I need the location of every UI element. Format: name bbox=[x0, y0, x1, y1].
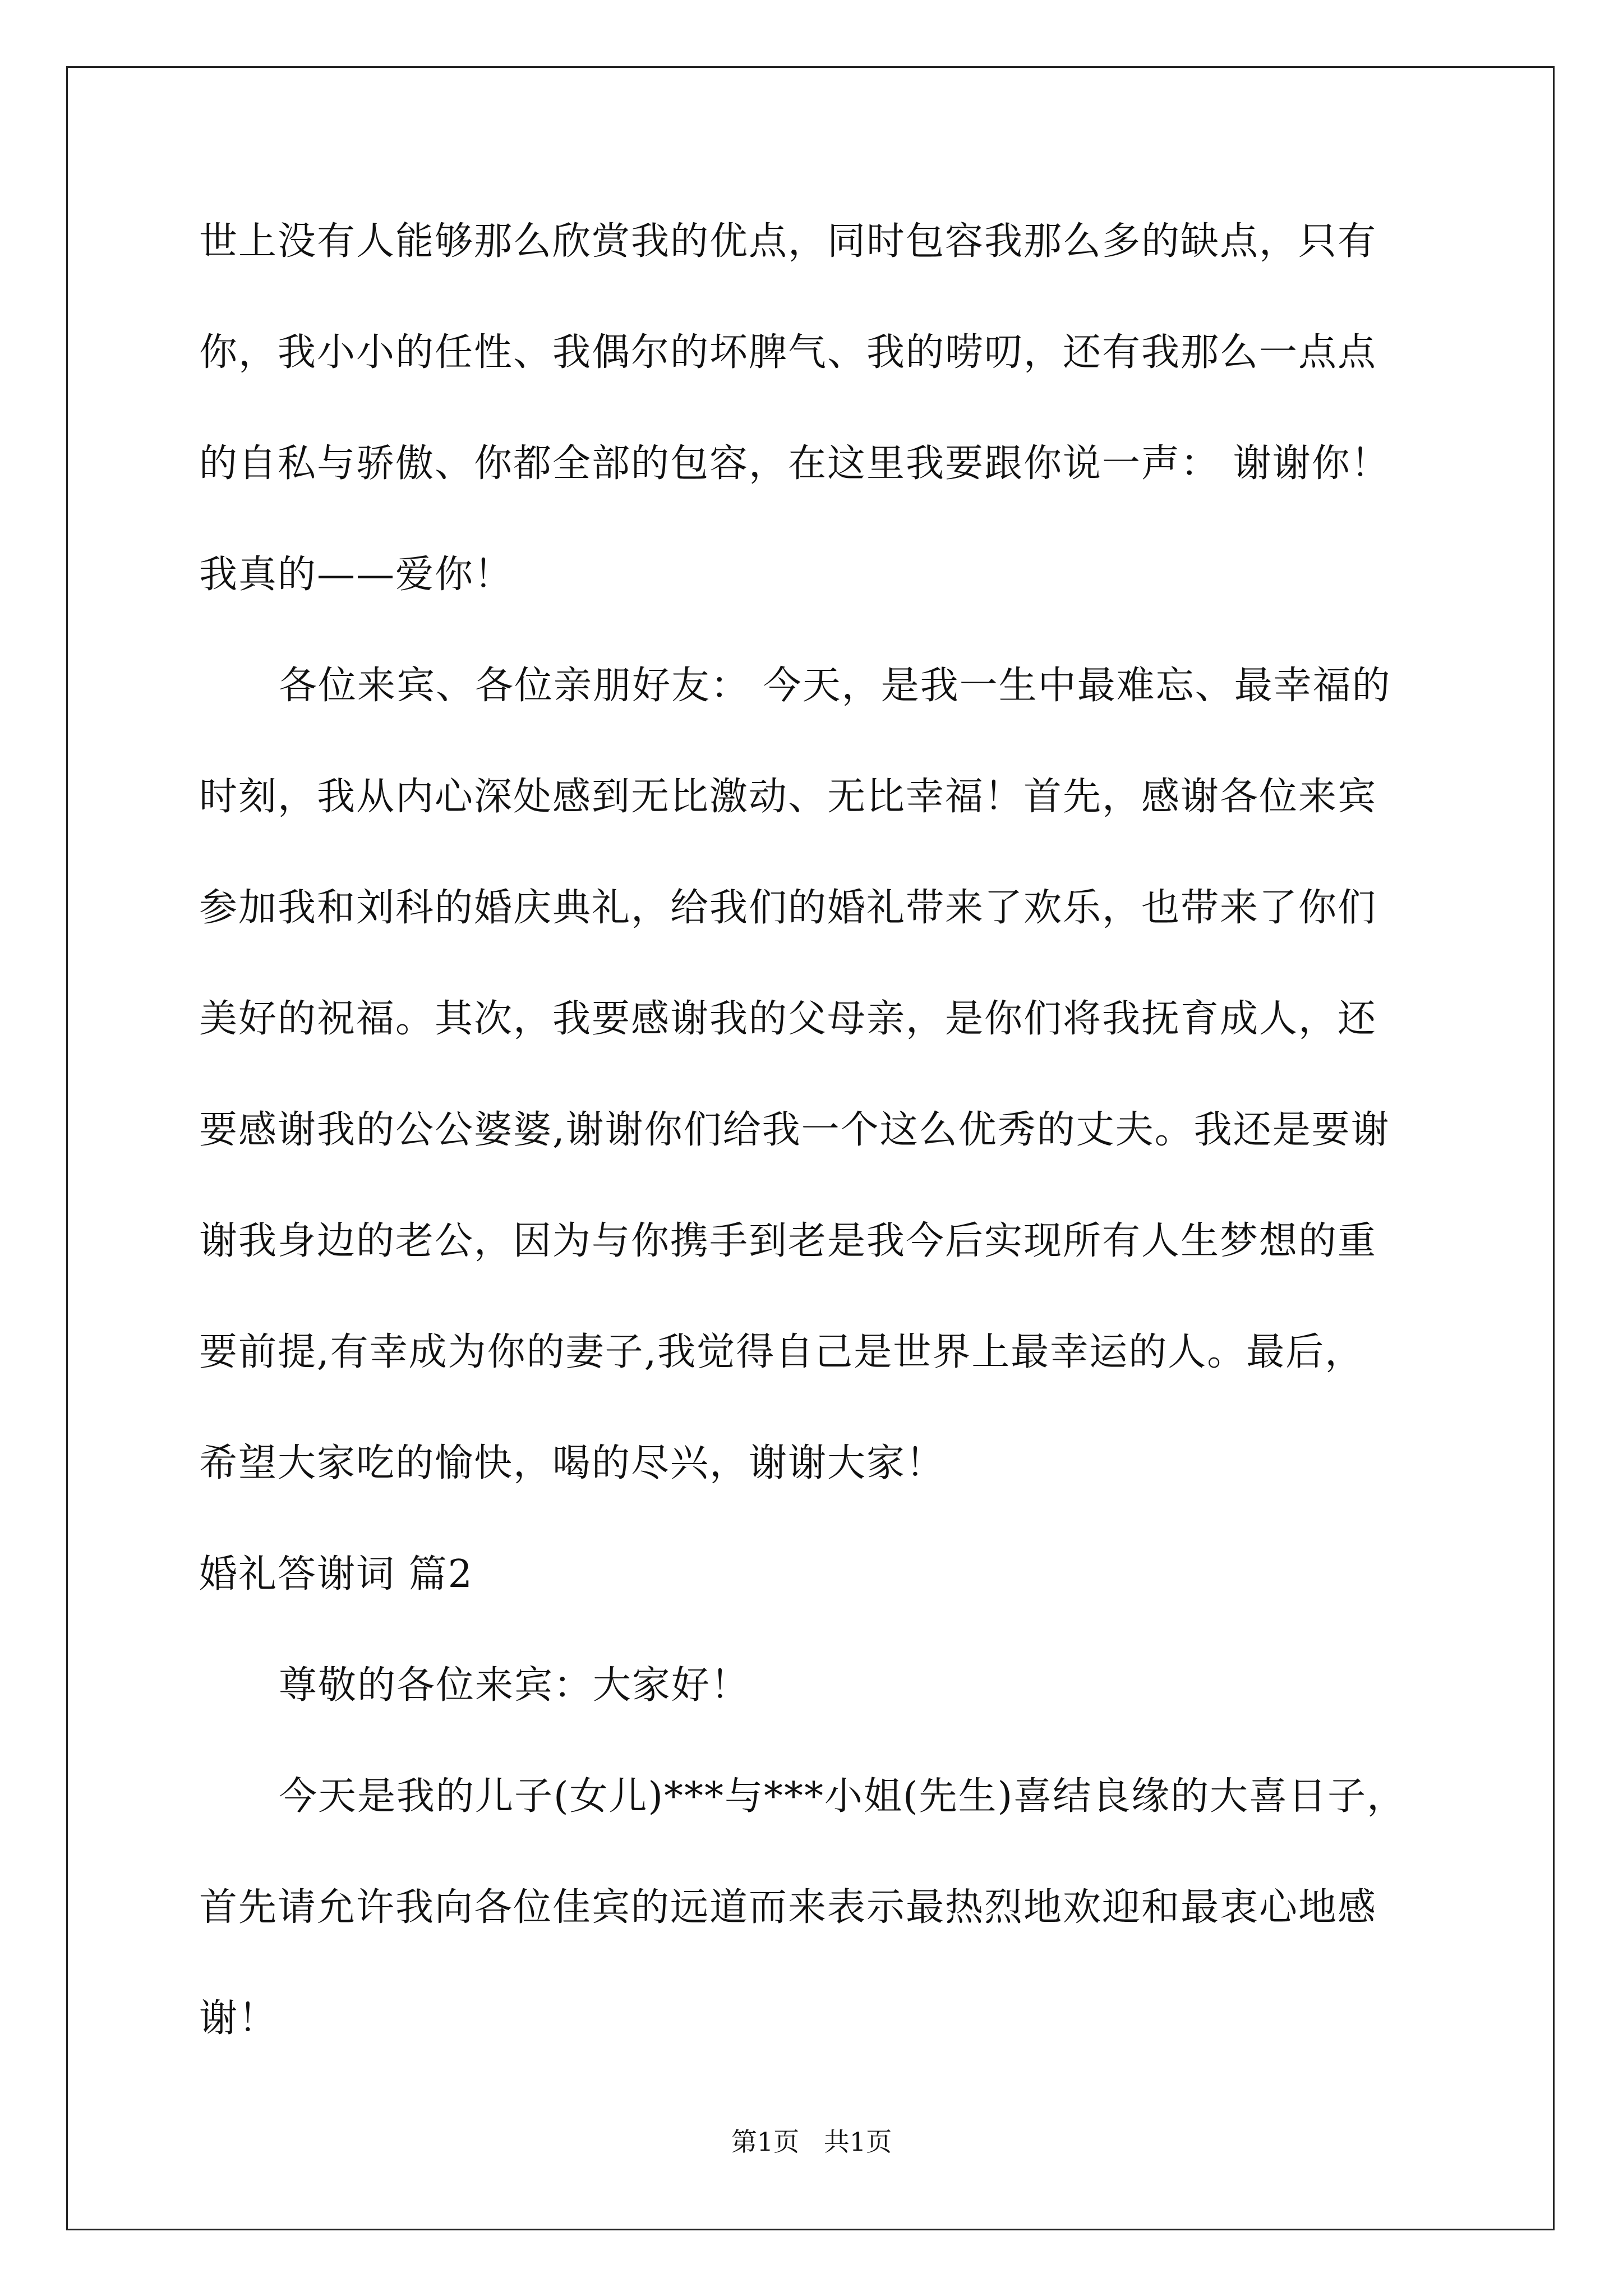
paragraph-line: 世上没有人能够那么欣赏我的优点，同时包容我那么多的缺点，只有 bbox=[199, 219, 1377, 264]
paragraph-line: 参加我和刘科的婚庆典礼，给我们的婚礼带来了欢乐，也带来了你们 bbox=[199, 886, 1377, 930]
paragraph-line: 各位来宾、各位亲朋好友： 今天，是我一生中最难忘、最幸福的 bbox=[279, 664, 1391, 708]
page-footer bbox=[0, 2125, 1623, 2159]
paragraph-line: 要前提,有幸成为你的妻子,我觉得自己是世界上最幸运的人。最后， bbox=[199, 1330, 1364, 1374]
paragraph-line: 希望大家吃的愉快，喝的尽兴，谢谢大家！ bbox=[199, 1441, 946, 1485]
paragraph-line: 尊敬的各位来宾：大家好！ bbox=[279, 1663, 750, 1708]
section-heading: 婚礼答谢词 篇2 bbox=[199, 1552, 473, 1596]
page-number: 第1页 共1页 bbox=[731, 2127, 892, 2157]
paragraph-line: 美好的祝福。其次，我要感谢我的父母亲，是你们将我抚育成人，还 bbox=[199, 997, 1377, 1041]
paragraph-line: 谢我身边的老公，因为与你携手到老是我今后实现所有人生梦想的重 bbox=[199, 1219, 1377, 1263]
paragraph-line: 我真的——爱你！ bbox=[199, 553, 514, 597]
paragraph-line: 要感谢我的公公婆婆,谢谢你们给我一个这么优秀的丈夫。我还是要谢 bbox=[199, 1108, 1390, 1152]
paragraph-line: 的自私与骄傲、你都全部的包容，在这里我要跟你说一声： 谢谢你！ bbox=[199, 441, 1390, 486]
paragraph-line: 今天是我的儿子(女儿)***与***小姐(先生)喜结良缘的大喜日子， bbox=[279, 1774, 1407, 1819]
paragraph-line: 你，我小小的任性、我偶尔的坏脾气、我的唠叨，还有我那么一点点 bbox=[199, 330, 1377, 375]
paragraph-line: 谢！ bbox=[199, 1996, 278, 2041]
paragraph-line: 时刻，我从内心深处感到无比激动、无比幸福！首先，感谢各位来宾 bbox=[199, 775, 1377, 819]
paragraph-line: 首先请允许我向各位佳宾的远道而来表示最热烈地欢迎和最衷心地感 bbox=[199, 1885, 1377, 1930]
